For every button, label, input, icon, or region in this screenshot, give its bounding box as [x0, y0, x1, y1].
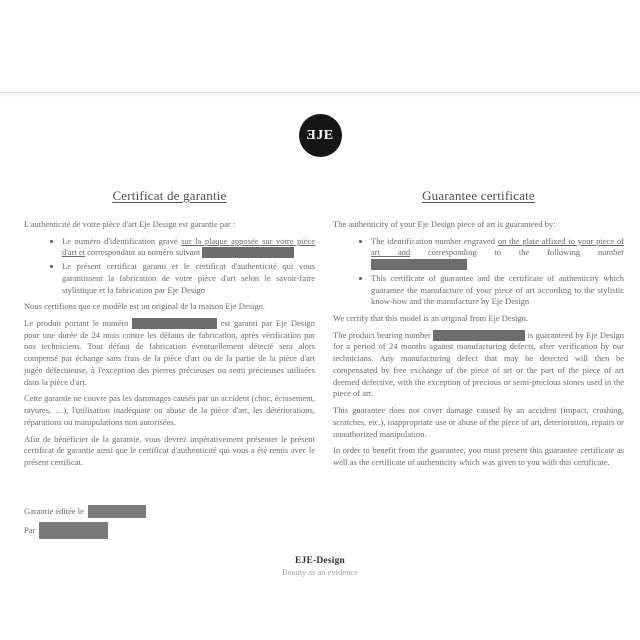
french-underlined-phrase: sur la plaque apposée sur votre pièce d'art et: [62, 235, 316, 258]
french-product-paragraph: Le produit portant le numéro est garanti par Eje Design pour une durée de 24 mois contre les défauts de fabrication, après vérification par nos techniciens. Tout défaut de fabrication éventuellement détecté sera alors compensé par échange sans frais de la pièce d'art ou de la partie de la pièce d'art jugée défectueuse, à l'exception des pierres précieuses ou semi précieuses utilisées dans la pièce d'art.: [24, 318, 315, 387]
french-certify-paragraph: Nous certifions que ce modèle est un original de la maison Eje Design.: [24, 301, 266, 312]
issued-by-label: Par: [24, 525, 36, 536]
french-bullet-identification: • Le numéro d'identification gravé sur la plaque apposée sur votre pièce d'art et correspondant au numéro suivant: [62, 236, 315, 259]
top-whitespace-band: [0, 0, 640, 92]
footer-tagline: Beauty as an evidence: [282, 566, 358, 577]
issued-date-label: Garantie éditée le: [24, 506, 84, 517]
redacted-issue-date: [88, 505, 146, 518]
logo-row: [0, 114, 640, 157]
redacted-issuer-name: [39, 522, 108, 539]
page-divider-shadow: [0, 93, 640, 98]
english-column: [333, 188, 624, 474]
footer-brand-name: EJE-Design: [294, 555, 346, 566]
issued-date-line: [24, 505, 640, 518]
issued-block: [0, 505, 640, 539]
english-benefit-paragraph: In order to benefit from the guarantee, you must present this guarantee certificate as well as the certificate of authenticity which was given to you with this certificate.: [333, 445, 624, 467]
french-bullet-list: [24, 236, 315, 297]
english-bullet-certificate: • This certificate of guarantee and the certificate of authenticity which guarantee the manufacture of your piece of art according to the stylistic know-how and the manufacture by Eje Design: [371, 273, 624, 308]
footer: [0, 556, 640, 577]
french-column: [24, 188, 315, 474]
certificate-columns: [0, 188, 640, 474]
logo-monogram: ƎJE: [306, 127, 334, 143]
french-title: Certificat de garantie: [112, 188, 227, 203]
eje-logo-icon: [299, 114, 342, 157]
english-bullet-list: [333, 236, 624, 308]
redacted-product-number-en: [433, 330, 525, 341]
english-certify-paragraph: We certify that this model is an original from Eje Design.: [333, 313, 529, 324]
french-intro: L'authenticité de votre pièce d'art Eje Design est garantie par :: [24, 219, 236, 229]
french-benefit-paragraph: Afin de bénéficier de la garantie, vous devrez impérativement présenter le présent certificat de garantie ainsi que le certificat d'authenticité qui vous a été remis avec le présent certificat.: [24, 433, 315, 467]
english-bullet-identification: • The identification number engraved on the plate affixed to your piece of art and corresponding to the following number: [371, 236, 624, 271]
french-bullet-certificate: • Le présent certificat garanti et le certificat d'authenticité qui vous garantissent la fabrication de votre pièce d'art selon le savoir-faire stylistique et la fabrication par Eje Design: [62, 261, 315, 296]
english-product-paragraph: The product bearing number is guaranteed by Eje Design for a period of 24 months against manufacturing defects, after verification by our technicians. Any manufacturing defect that may be detected will then be compensated by free exchange of the piece of art or the part of the piece of art deemed defective, with the exception of precious or semi-precious stones used in the piece of art.: [333, 329, 625, 399]
english-exclusions-paragraph: This guarantee does not cover damage caused by an accident (impact, crushing, scratches, etc.), inappropriate use or abuse of the piece of art, deterioration, repairs or unauthorized manipulation.: [333, 405, 624, 439]
redacted-serial-number-fr: [202, 247, 294, 258]
english-underlined-phrase: on the plate affixed to your piece of art and: [371, 235, 624, 258]
french-exclusions-paragraph: Cette garantie ne couvre pas les dommages causés par un accident (choc, écrasement, rayures, …), l'utilisation inadéquate ou abuse de la pièce d'art, les détériorations, réparations ou manipulations non autorisées.: [24, 393, 315, 427]
redacted-product-number-fr: [132, 318, 217, 329]
english-intro: The authenticity of your Eje Design piece of art is guaranteed by:: [333, 219, 556, 229]
redacted-serial-number-en: [371, 259, 467, 270]
english-title: Guarantee certificate: [422, 188, 535, 203]
issued-by-line: [24, 522, 640, 539]
